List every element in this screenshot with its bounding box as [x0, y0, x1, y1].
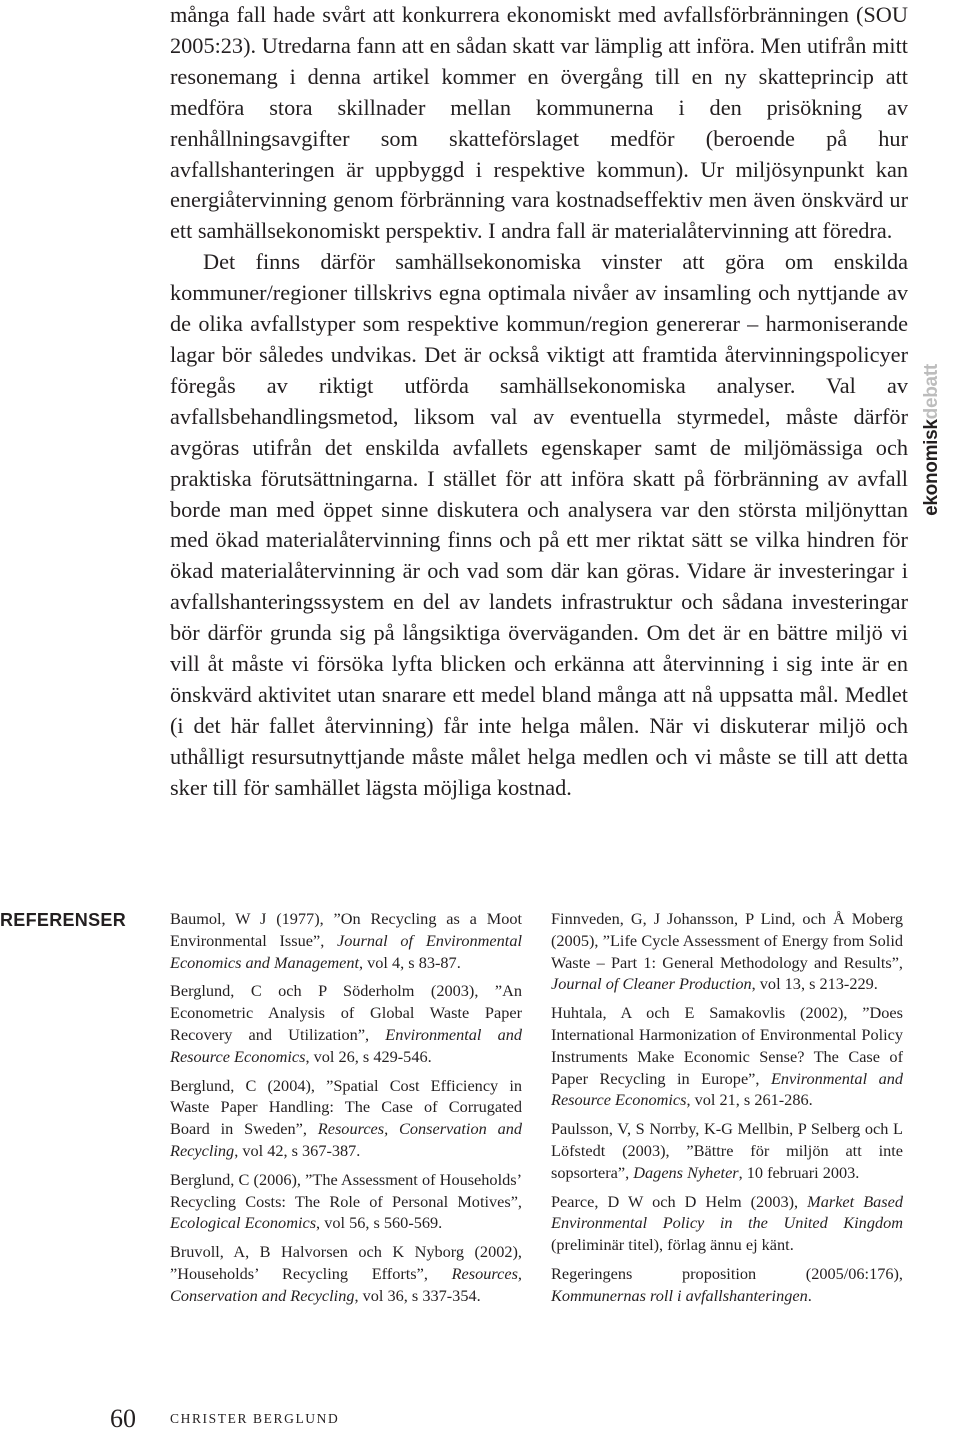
references-heading: REFERENSER	[0, 910, 127, 930]
reference-entry: Berglund, C (2006), ”The Assessment of Households’ Recycling Costs: The Role of Personal Motives”, Ecological Economics, vol 56, s 560-569.	[170, 1169, 522, 1233]
reference-entry: Berglund, C och P Söderholm (2003), ”An Econometric Analysis of Global Waste Paper Recovery and Utilization”, Environmental and Resource Economics, vol 26, s 429-546.	[170, 981, 522, 1066]
reference-entry: Huhtala, A och E Samakovlis (2002), ”Does International Harmonization of Environmental Policy Instruments Make Economic Sense? The Case of Paper Recycling in Europe”, Environmental and Resource Economics, vol 21, s 261-286.	[551, 1003, 903, 1110]
reference-entry: Berglund, C (2004), ”Spatial Cost Efficiency in Waste Paper Handling: The Case of Corrugated Board in Sweden”, Resources, Conservation and Recycling, vol 42, s 367-387.	[170, 1075, 522, 1160]
section-tab-word-debatt: debatt	[921, 364, 942, 420]
reference-entry: Bruvoll, A, B Halvorsen och K Nyborg (2002), ”Households’ Recycling Efforts”, Resources, Conservation and Recycling, vol 36, s 337-354.	[170, 1242, 522, 1305]
page-number: 60	[110, 1404, 136, 1433]
reference-entry: Pearce, D W och D Helm (2003), Market Based Environmental Policy in the United Kingdom (preliminär titel), förlag ännu ej känt.	[551, 1191, 903, 1255]
section-tab-word-ekonomisk: ekonomisk	[921, 419, 942, 516]
references-column-left	[170, 908, 522, 1314]
author-name: CHRISTER BERGLUND	[170, 1411, 340, 1426]
section-tab	[921, 364, 943, 516]
reference-entry: Finnveden, G, J Johansson, P Lind, och Å Moberg (2005), ”Life Cycle Assessment of Energy from Solid Waste – Part 1: General Methodology and Results”, Journal of Cleaner Production, vol 13, s 213-229.	[551, 909, 903, 994]
reference-entry: Baumol, W J (1977), ”On Recycling as a Moot Environmental Issue”, Journal of Environmental Economics and Management, vol 4, s 83-87.	[170, 909, 522, 972]
body-paragraph: Det finns därför samhällsekonomiska vinster att göra om enskilda kommuner/regioner tillskrivs egna optimala nivåer av insamling och nyttjande av de olika avfallstyper som respektive kommun/region genererar – harmoniserande lagar bör således undvikas. Det är också viktigt att framtida återvinningspolicyer föregås av riktigt utförda samhällsekonomiska analyser. Val av avfallsbehandlingsmetod, liksom val av eventuella styrmedel, måste därför avgöras utifrån det enskilda avfallets egenskaper samt de miljömässiga och praktiska förutsättningarna. I stället för att införa skatt på förbränning av avfall borde man med öppet sinne diskutera och analysera var den största miljönyttan med ökad materialåtervinning finns och på ett mer riktat sätt se vilka hindren för ökad materialåtervinning är och vad som där kan göras. Vidare är investeringar i avfallshanteringssystem en del av landets infrastruktur och sådana investeringar bör därför grunda sig på långsiktiga överväganden. Om det är en bättre miljö vi vill åt måste vi försöka lyfta blicken och erkänna att återvinning i sig inte är en önskvärd aktivitet utan snarare ett medel bland många att nå uppsatta mål. Medlet (i det här fallet återvinning) får inte helga målen. När vi diskuterar miljö och uthålligt resursutnyttjande måste målet helga medlen och vi måste se till att detta sker till för samhället lägsta möjliga kostnad.	[170, 249, 908, 800]
references-column-right	[551, 908, 903, 1314]
page-footer	[0, 1404, 400, 1434]
reference-entry: Regeringens proposition (2005/06:176), Kommunernas roll i avfallshanteringen.	[551, 1263, 903, 1305]
body-paragraph: många fall hade svårt att konkurrera ekonomiskt med avfallsförbränningen (SOU 2005:23). Utredarna fann att en sådan skatt var lämplig att införa. Men utifrån mitt resonemang i denna artikel kommer en övergång till en ny skatteprincip att medföra stora skillnader mellan kommunerna i den prisökning av renhållningsavgifter som skatteförslaget medför (beroende på hur avfallshanteringen är uppbyggd i respektive kommun). Ur miljösynpunkt kan energiåtervinning genom förbränning vara kostnadseffektiv men även önskvärd ur ett samhällsekonomiskt perspektiv. I andra fall är materialåtervinning att föredra.	[170, 2, 908, 244]
reference-entry: Paulsson, V, S Norrby, K-G Mellbin, P Selberg och L Löfstedt (2003), ”Bättre för miljön att inte sopsortera”, Dagens Nyheter, 10 februari 2003.	[551, 1119, 903, 1182]
article-body	[170, 0, 908, 804]
